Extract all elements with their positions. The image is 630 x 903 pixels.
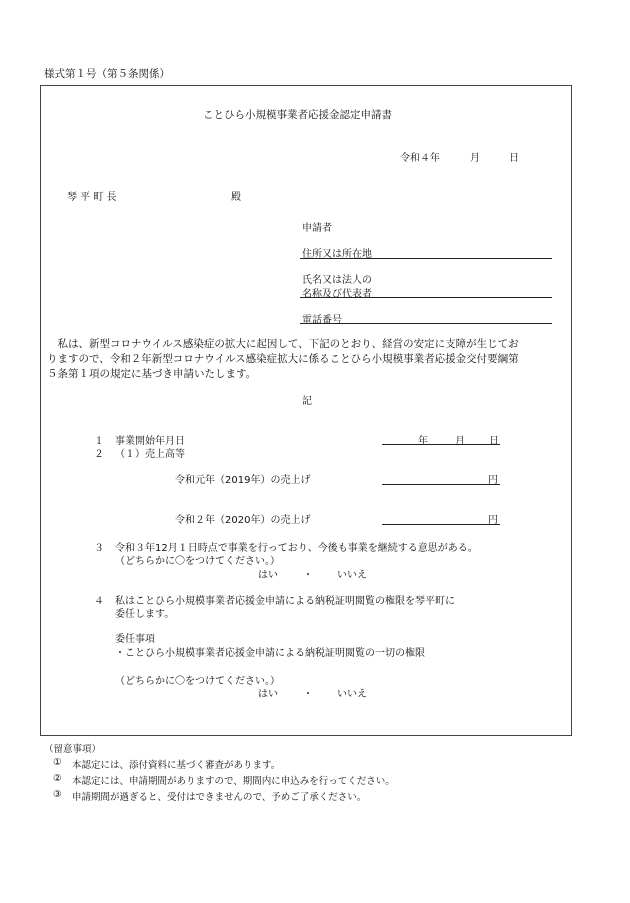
item2-label: （１）売上高等: [115, 449, 185, 460]
item1-day: 日: [489, 436, 499, 447]
sales-2020-label: 令和２年（2020年）の売上げ: [175, 515, 311, 526]
item1-label: 事業開始年月日: [115, 436, 185, 447]
item4-instruction: （どちらかに〇をつけてください。）: [115, 676, 280, 687]
applicant-heading: 申請者: [302, 223, 332, 234]
item3-number: ３: [94, 543, 104, 554]
addressee-name: 琴 平 町 長: [67, 192, 117, 203]
sales-2019-label: 令和元年（2019年）の売上げ: [175, 475, 311, 486]
note-text-3: 申請期間が過ぎると、受付はできませんので、予めご了承ください。: [72, 792, 367, 803]
item4-yes-option[interactable]: はい: [258, 689, 278, 700]
item1-month: 月: [455, 436, 465, 447]
note-marker-1: ①: [53, 757, 62, 768]
ki-label: 記: [302, 396, 312, 407]
address-input-line[interactable]: [300, 258, 552, 259]
sales-2019-unit: 円: [488, 475, 498, 486]
date-day: 日: [509, 153, 519, 164]
item4-separator: ・: [303, 689, 313, 700]
date-era: 令和４年: [400, 153, 440, 164]
sales-2020-input-line[interactable]: [382, 524, 500, 525]
statement-line-2: りますので、令和２年新型コロナウイルス感染症拡大に係ることひら小規模事業者応援金交付要綱第: [47, 353, 519, 365]
addressee-honorific: 殿: [231, 192, 241, 203]
note-marker-3: ③: [53, 789, 62, 800]
item4-number: ４: [94, 596, 104, 607]
phone-label: 電話番号: [302, 315, 342, 326]
name-label-line2: 名称及び代表者: [302, 289, 372, 300]
item3-instruction: （どちらかに〇をつけてください。）: [115, 556, 280, 567]
date-month: 月: [470, 153, 480, 164]
form-title: ことひら小規模事業者応援金認定申請書: [203, 109, 392, 121]
name-label-line1: 氏名又は法人の: [302, 275, 372, 286]
note-marker-2: ②: [53, 773, 62, 784]
mandate-heading: 委任事項: [115, 634, 155, 645]
item3-separator: ・: [303, 570, 313, 581]
notes-heading: （留意事項）: [44, 744, 102, 755]
address-label: 住所又は所在地: [302, 249, 372, 260]
mandate-item: ・ことひら小規模事業者応援金申請による納税証明閲覧の一切の権限: [115, 648, 425, 659]
item3-no-option[interactable]: いいえ: [337, 570, 367, 581]
statement-line-1: 私は、新型コロナウイルス感染症の拡大に起因して、下記のとおり、経営の安定に支障が生じてお: [47, 338, 519, 350]
item4-text-line1: 私はことひら小規模事業者応援金申請による納税証明閲覧の権限を琴平町に: [115, 596, 455, 607]
item2-number: ２: [94, 449, 104, 460]
note-text-2: 本認定には、申請期間がありますので、期間内に申込みを行ってください。: [72, 776, 395, 787]
name-input-line[interactable]: [300, 297, 552, 298]
statement-line-3: ５条第１項の規定に基づき申請いたします。: [47, 368, 257, 380]
phone-input-line[interactable]: [300, 323, 552, 324]
item1-year: 年: [418, 436, 428, 447]
business-start-date-line[interactable]: [382, 444, 500, 445]
note-text-1: 本認定には、添付資料に基づく審査があります。: [72, 760, 281, 771]
item4-no-option[interactable]: いいえ: [337, 689, 367, 700]
item3-text: 令和３年12月１日時点で事業を行っており、今後も事業を継続する意思がある。: [115, 543, 478, 554]
sales-2019-input-line[interactable]: [382, 484, 500, 485]
form-number-label: 様式第１号（第５条関係）: [44, 68, 170, 80]
sales-2020-unit: 円: [488, 515, 498, 526]
item4-text-line2: 委任します。: [115, 609, 175, 620]
item1-number: １: [94, 436, 104, 447]
item3-yes-option[interactable]: はい: [258, 570, 278, 581]
